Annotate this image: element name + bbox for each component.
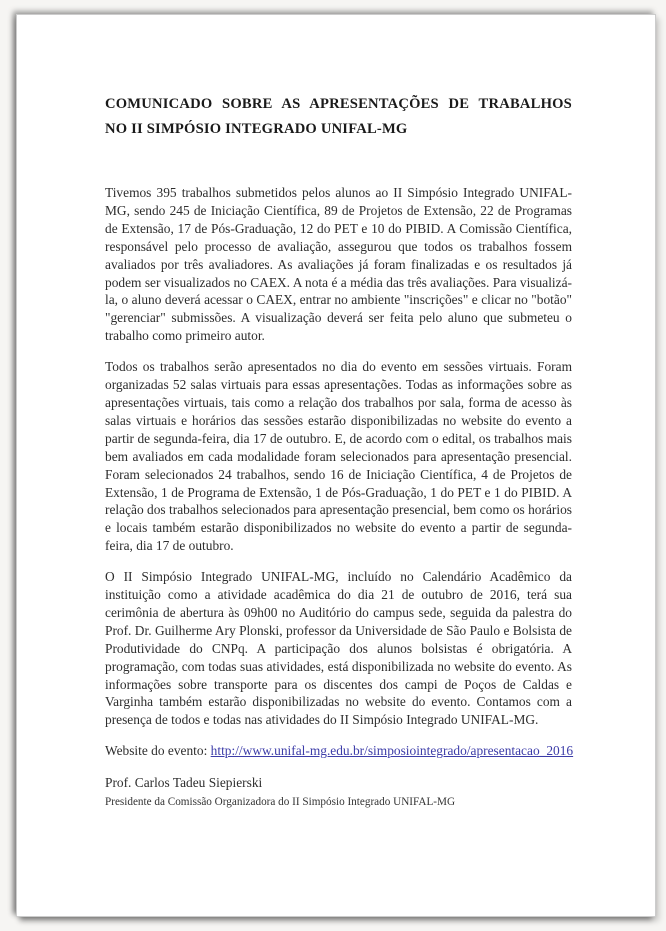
paragraph-event-details: O II Simpósio Integrado UNIFAL-MG, incluído no Calendário Acadêmico da instituição como a atividade acadêmica do dia 21 de outubro de 2016, terá sua cerimônia de abertura às 09h00 no Auditório do campus sede, seguida da palestra do Prof. Dr. Guilherme Ary Plonski, professor da Universidade de São Paulo e Bolsista de Produtividade do CNPq. A participação dos alunos bolsistas é obrigatória. A programação, com todas suas atividades, está disponibilizada no website do evento. As informações sobre transporte para os discentes dos campi de Poços de Caldas e Varginha também estarão disponibilizadas no website do evento. Contamos com a presença de todos e todas nas atividades do II Simpósio Integrado UNIFAL-MG. <box>105 569 572 728</box>
event-website-link[interactable]: http://www.unifal-mg.edu.br/simposiointegrado/apresentacao_2016 <box>210 743 574 759</box>
document-page <box>16 14 656 917</box>
website-line <box>105 742 572 760</box>
page-title <box>105 92 572 142</box>
paragraph-presentations: Todos os trabalhos serão apresentados no dia do evento em sessões virtuais. Foram organizadas 52 salas virtuais para essas apresentações. Todas as informações sobre as apresentações virtuais, tais como a relação dos trabalhos por sala, forma de acesso às salas virtuais e horários das sessões estarão disponibilizadas no website do evento a partir de segunda-feira, dia 17 de outubro. E, de acordo com o edital, os trabalhos mais bem avaliados em cada modalidade foram selecionados para apresentação presencial. Foram selecionados 24 trabalhos, sendo 16 de Iniciação Científica, 4 de Projetos de Extensão, 1 de Programa de Extensão, 1 de Pós-Graduação, 1 do PET e 1 do PIBID. A relação dos trabalhos selecionados para apresentação presencial, bem como os horários e locais também estarão disponibilizados no website do evento a partir de segunda-feira, dia 17 de outubro. <box>105 359 572 554</box>
paragraph-submissions: Tivemos 395 trabalhos submetidos pelos alunos ao II Simpósio Integrado UNIFAL-MG, sendo 245 de Iniciação Científica, 89 de Projetos de Extensão, 22 de Programas de Extensão, 17 de Pós-Graduação, 12 do PET e 10 do PIBID. A Comissão Científica, responsável pelo processo de avaliação, assegurou que todos os trabalhos fossem avaliados por três avaliadores. As avaliações já foram finalizadas e os resultados já podem ser visualizados no CAEX. A nota é a média das três avaliações. Para visualizá-la, o aluno deverá acessar o CAEX, entrar no ambiente "inscrições" e clicar no "botão" "gerenciar" submissões. A visualização deverá ser feita pelo aluno que submeteu o trabalho como primeiro autor. <box>105 185 572 344</box>
document-content <box>105 92 572 809</box>
signature-role: Presidente da Comissão Organizadora do II Simpósio Integrado UNIFAL-MG <box>105 796 456 809</box>
page-title-line-1: COMUNICADO SOBRE AS APRESENTAÇÕES DE TRABALHOS <box>105 96 572 112</box>
website-label: Website do evento: <box>105 743 211 759</box>
page-title-line-2: NO II SIMPÓSIO INTEGRADO UNIFAL-MG <box>105 121 408 137</box>
signature-name: Prof. Carlos Tadeu Siepierski <box>105 775 263 791</box>
